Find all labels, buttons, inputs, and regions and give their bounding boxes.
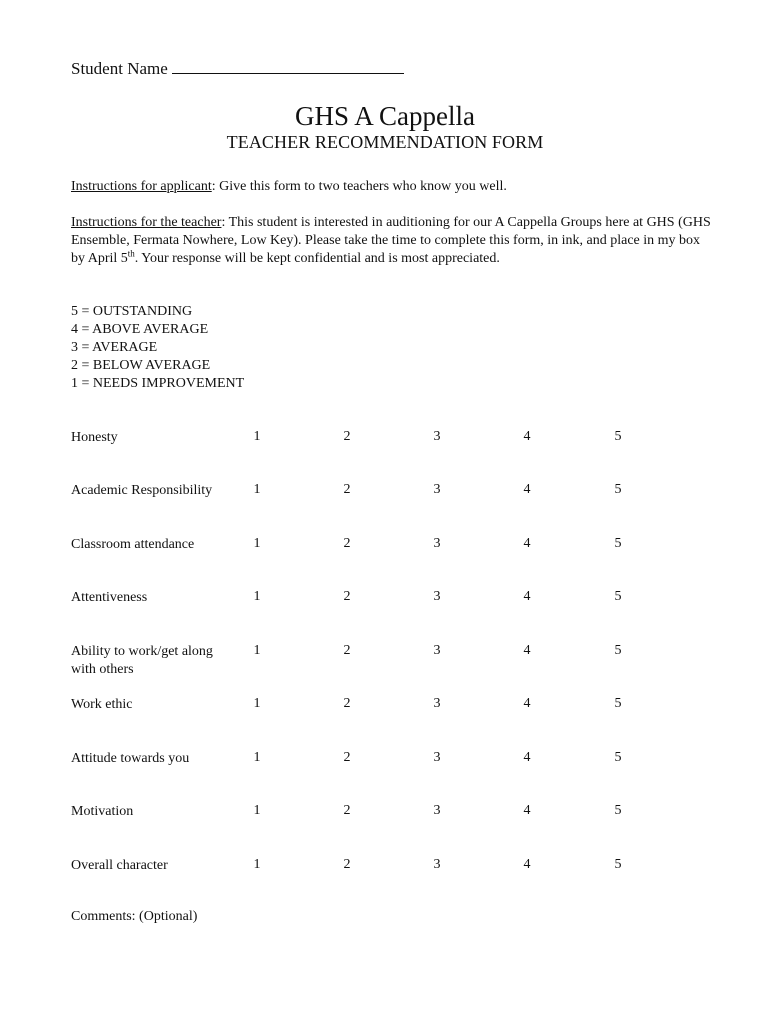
rating-option[interactable]: 1: [253, 857, 261, 872]
rating-option[interactable]: 3: [433, 857, 441, 872]
rating-option[interactable]: 2: [343, 589, 351, 604]
rating-option[interactable]: 2: [343, 429, 351, 444]
rating-option[interactable]: 1: [253, 696, 261, 711]
rating-row-label: Attentiveness: [71, 590, 148, 605]
rating-option[interactable]: 1: [253, 803, 261, 818]
student-name-blank[interactable]: [172, 57, 404, 74]
rating-option[interactable]: 4: [523, 750, 531, 765]
rating-option[interactable]: 3: [433, 589, 441, 604]
rating-option[interactable]: 1: [253, 429, 261, 444]
rating-option[interactable]: 3: [433, 536, 441, 551]
rating-option[interactable]: 2: [343, 803, 351, 818]
rating-option[interactable]: 5: [614, 696, 622, 711]
scale-item: 1 = NEEDS IMPROVEMENT: [71, 376, 245, 391]
date-superscript: th: [127, 248, 135, 259]
scale-item: 2 = BELOW AVERAGE: [71, 358, 211, 373]
teacher-instructions-text-end: . Your response will be kept confidential and is most appreciated.: [134, 251, 500, 266]
rating-option[interactable]: 2: [343, 536, 351, 551]
rating-row-label: Attitude towards you: [71, 751, 190, 766]
rating-option[interactable]: 2: [343, 696, 351, 711]
rating-option[interactable]: 4: [523, 536, 531, 551]
comments-label: Comments: (Optional): [71, 909, 198, 924]
rating-row-label: Honesty: [71, 430, 118, 445]
teacher-instructions: [71, 214, 711, 268]
rating-row-label: Motivation: [71, 804, 134, 819]
rating-option[interactable]: 1: [253, 589, 261, 604]
applicant-instructions-text: : Give this form to two teachers who know you well.: [211, 179, 507, 194]
rating-option[interactable]: 5: [614, 643, 622, 658]
teacher-instructions-label: Instructions for the teacher: [71, 215, 222, 230]
rating-option[interactable]: 3: [433, 696, 441, 711]
rating-option[interactable]: 2: [343, 643, 351, 658]
rating-scale-legend: [71, 303, 244, 393]
applicant-instructions-label: Instructions for applicant: [71, 179, 212, 194]
scale-item: 3 = AVERAGE: [71, 340, 158, 355]
rating-option[interactable]: 1: [253, 482, 261, 497]
rating-option[interactable]: 5: [614, 803, 622, 818]
rating-row-label: Work ethic: [71, 697, 133, 712]
page-title: GHS A Cappella: [295, 101, 475, 131]
rating-option[interactable]: 4: [523, 482, 531, 497]
rating-option[interactable]: 4: [523, 696, 531, 711]
applicant-instructions: [71, 178, 507, 196]
teacher-instructions-text: : This student is interested in auditioning for our A Cappella Groups here at GHS (GHS Ensemble, Fermata Nowhere, Low Key). Please take the time to complete this form, in ink, and place in my box by April 5: [71, 215, 711, 266]
rating-option[interactable]: 2: [343, 857, 351, 872]
rating-option[interactable]: 4: [523, 589, 531, 604]
rating-option[interactable]: 2: [343, 750, 351, 765]
rating-option[interactable]: 4: [523, 803, 531, 818]
rating-option[interactable]: 3: [433, 643, 441, 658]
rating-option[interactable]: 3: [433, 482, 441, 497]
rating-option[interactable]: 2: [343, 482, 351, 497]
rating-option[interactable]: 3: [433, 429, 441, 444]
rating-option[interactable]: 5: [614, 750, 622, 765]
rating-option[interactable]: 3: [433, 803, 441, 818]
rating-option[interactable]: 5: [614, 589, 622, 604]
rating-option[interactable]: 4: [523, 643, 531, 658]
rating-option[interactable]: 1: [253, 643, 261, 658]
rating-option[interactable]: 4: [523, 857, 531, 872]
rating-option[interactable]: 5: [614, 536, 622, 551]
rating-option[interactable]: 1: [253, 536, 261, 551]
rating-row-label: Classroom attendance: [71, 537, 195, 552]
rating-option[interactable]: 3: [433, 750, 441, 765]
student-name-label: Student Name: [71, 59, 168, 78]
rating-row-label: Academic Responsibility: [71, 483, 213, 498]
rating-option[interactable]: 5: [614, 482, 622, 497]
scale-item: 5 = OUTSTANDING: [71, 304, 193, 319]
rating-option[interactable]: 5: [614, 429, 622, 444]
scale-item: 4 = ABOVE AVERAGE: [71, 322, 209, 337]
rating-row-label: Ability to work/get along with others: [71, 644, 213, 677]
rating-option[interactable]: 4: [523, 429, 531, 444]
form-subtitle: TEACHER RECOMMENDATION FORM: [226, 132, 544, 152]
student-name-field[interactable]: [71, 57, 404, 79]
rating-option[interactable]: 1: [253, 750, 261, 765]
rating-option[interactable]: 5: [614, 857, 622, 872]
rating-row-label: Overall character: [71, 858, 168, 873]
